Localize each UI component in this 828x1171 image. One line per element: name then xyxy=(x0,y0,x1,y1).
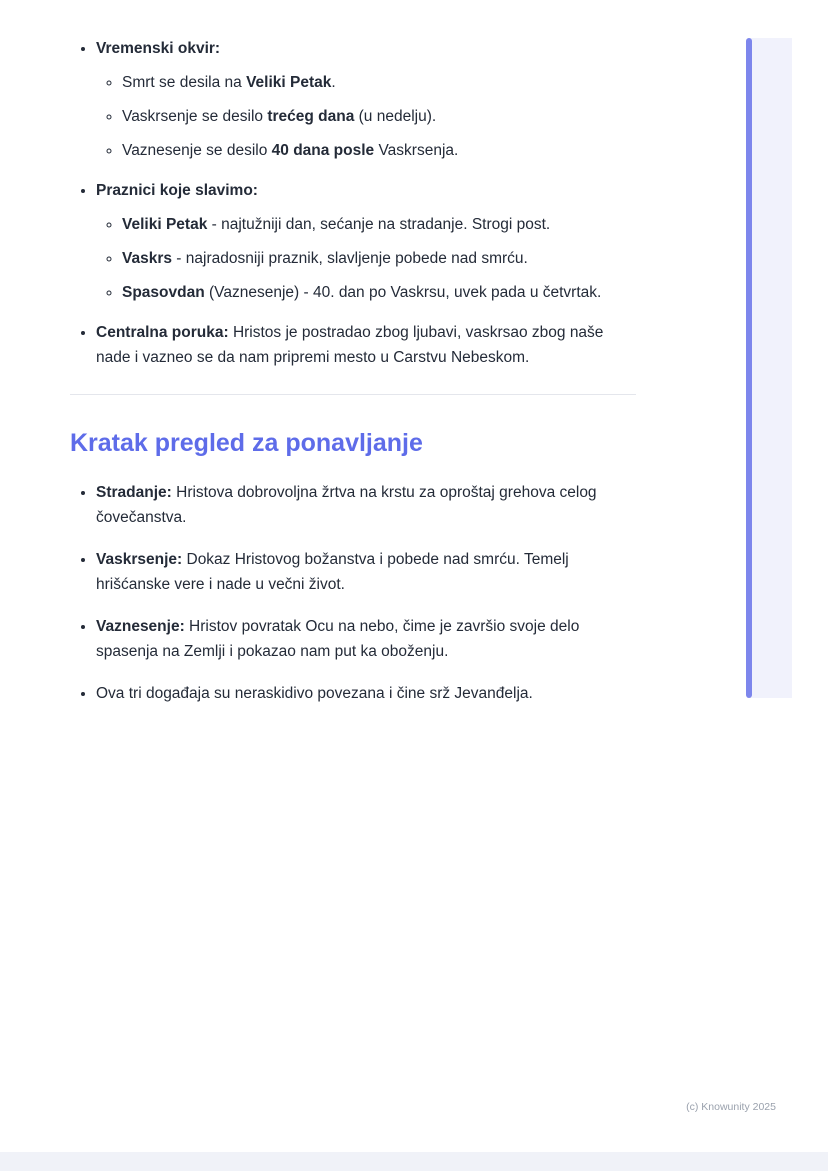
document-content xyxy=(70,36,636,723)
bold-text: Centralna poruka: xyxy=(96,324,229,341)
main-bullet-list xyxy=(70,36,636,370)
sub-list-item xyxy=(122,138,636,163)
list-item xyxy=(96,36,636,163)
sub-list-item xyxy=(122,246,636,271)
bold-text: trećeg dana xyxy=(267,108,355,125)
sub-list-item xyxy=(122,104,636,129)
bold-text: Vaskrs xyxy=(122,250,172,267)
bold-text: Spasovdan xyxy=(122,284,205,301)
sub-list-item xyxy=(122,70,636,95)
list-item xyxy=(96,320,636,370)
text: (u nedelju). xyxy=(354,108,437,125)
list-item xyxy=(96,681,636,706)
list-item xyxy=(96,614,636,664)
text: Dokaz Hristovog božanstva i pobede nad smrću. Temelj hrišćanske vere i nade u večni život. xyxy=(96,551,569,593)
text: Vaskrsenja. xyxy=(374,142,459,159)
text: . xyxy=(331,74,336,91)
page-bottom-edge xyxy=(0,1152,828,1171)
summary-bullet-list xyxy=(70,480,636,706)
section-divider xyxy=(70,394,636,395)
sub-list xyxy=(96,212,636,305)
text: - najtužniji dan, sećanje na stradanje. Strogi post. xyxy=(207,216,551,233)
scrollbar-track[interactable] xyxy=(748,38,792,698)
bold-text: Veliki Petak xyxy=(122,216,208,233)
bold-text: Vaskrsenje: xyxy=(96,551,183,568)
text: Ova tri događaja su neraskidivo povezana i čine srž Jevanđelja. xyxy=(96,685,533,702)
text: Vaznesenje se desilo xyxy=(122,142,272,159)
list-item xyxy=(96,480,636,530)
list-item xyxy=(96,178,636,305)
bold-text: 40 dana posle xyxy=(271,142,375,159)
sub-list-item xyxy=(122,280,636,305)
text: - najradosniji praznik, slavljenje pobede nad smrću. xyxy=(172,250,528,267)
text: Hristos je postradao zbog ljubavi, vaskrsao zbog naše nade i vazneo se da nam pripremi mesto u Carstvu Nebeskom. xyxy=(96,324,604,366)
sub-list xyxy=(96,70,636,163)
scrollbar-thumb[interactable] xyxy=(746,38,752,698)
text: Vaskrsenje se desilo xyxy=(122,108,268,125)
bold-text: Praznici koje slavimo: xyxy=(96,182,258,199)
bold-text: Vremenski okvir: xyxy=(96,40,221,57)
section-heading: Kratak pregled za ponavljanje xyxy=(70,429,423,457)
bold-text: Stradanje: xyxy=(96,484,172,501)
sub-list-item xyxy=(122,212,636,237)
list-item xyxy=(96,547,636,597)
text: Smrt se desila na xyxy=(122,74,247,91)
text: Hristova dobrovoljna žrtva na krstu za oproštaj grehova celog čovečanstva. xyxy=(96,484,597,526)
text: Hristov povratak Ocu na nebo, čime je završio svoje delo spasenja na Zemlji i pokazao nam put ka oboženju. xyxy=(96,618,580,660)
footer-credit: (c) Knowunity 2025 xyxy=(686,1101,776,1113)
bold-text: Vaznesenje: xyxy=(96,618,185,635)
bold-text: Veliki Petak xyxy=(246,74,332,91)
text: (Vaznesenje) - 40. dan po Vaskrsu, uvek pada u četvrtak. xyxy=(204,284,602,301)
